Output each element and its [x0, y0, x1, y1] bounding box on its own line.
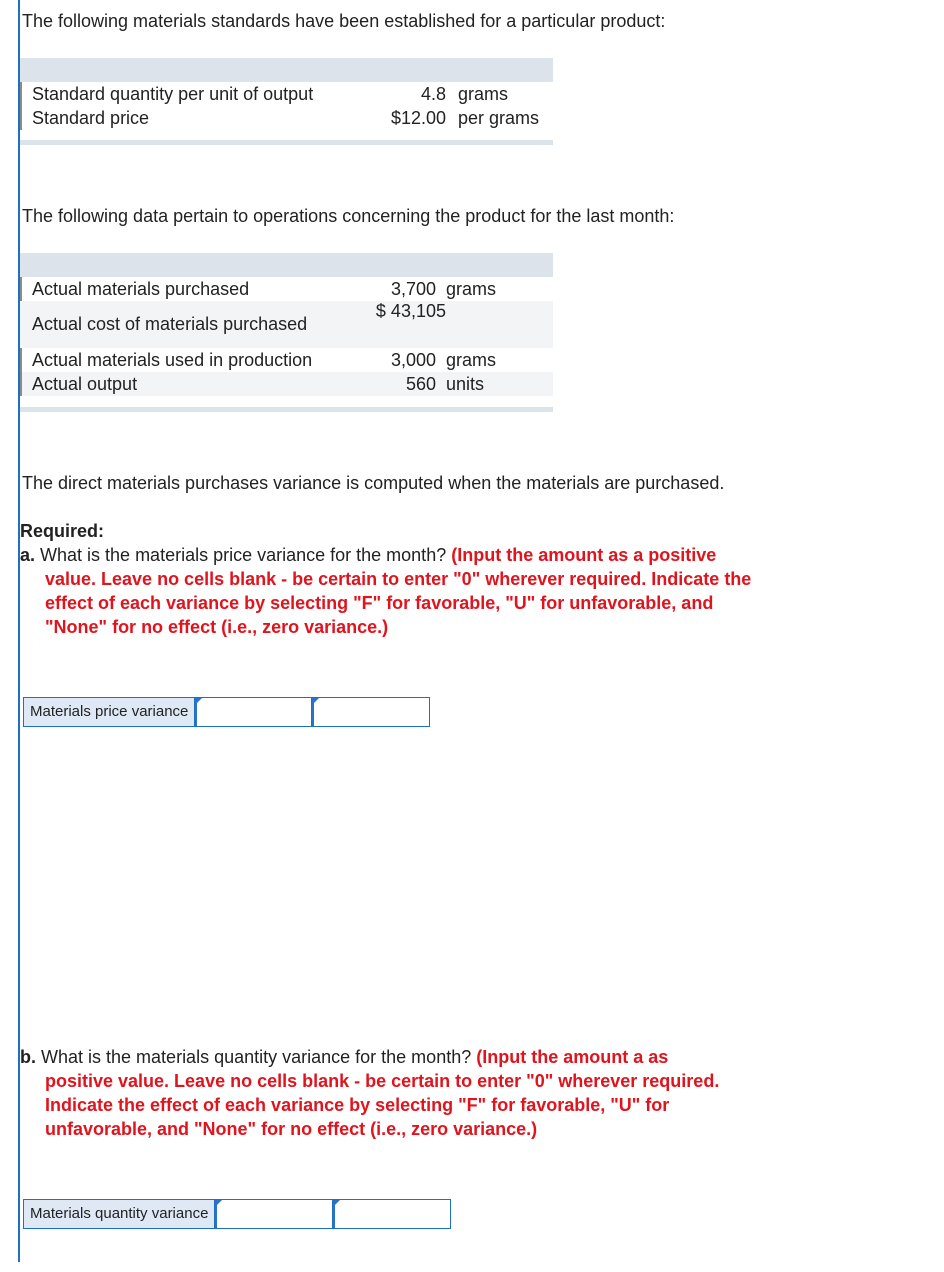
operations-row-purchased [20, 277, 553, 301]
standard-quantity-unit: grams [458, 84, 509, 104]
price-variance-effect-cell [312, 698, 429, 726]
question-b-instruction-1: (Input the amount a as [476, 1047, 669, 1067]
standard-price-label: Standard price [32, 108, 150, 128]
question-a-instruction-3: effect of each variance by selecting "F" for favorable, "U" for unfavorable, and [45, 593, 714, 613]
quantity-variance-label: Materials quantity variance [24, 1200, 215, 1228]
intro-standards: The following materials standards have been established for a particular product: [22, 11, 666, 31]
standards-table-footer [20, 140, 553, 145]
actual-output-unit: units [446, 374, 485, 394]
standard-price-unit: per grams [458, 108, 540, 128]
standard-quantity-label: Standard quantity per unit of output [32, 84, 314, 104]
operations-row-used [20, 348, 553, 372]
operations-table-footer [20, 407, 553, 412]
actual-purchased-label: Actual materials purchased [32, 279, 250, 299]
answer-row-quantity-variance [23, 1199, 451, 1229]
question-b-text: What is the materials quantity variance for the month? [41, 1047, 472, 1067]
input-flag-icon [195, 698, 202, 705]
price-variance-label: Materials price variance [24, 698, 195, 726]
question-b-instruction-4: unfavorable, and "None" for no effect (i.e., zero variance.) [45, 1119, 538, 1139]
quantity-variance-effect-select[interactable] [333, 1200, 450, 1228]
actual-used-value: 3,000 [390, 350, 436, 370]
quantity-variance-effect-cell [333, 1200, 450, 1228]
actual-cost-label: Actual cost of materials purchased [32, 314, 308, 334]
intro-operations: The following data pertain to operations concerning the product for the last month: [22, 206, 675, 226]
operations-row-cost [20, 301, 553, 348]
price-variance-amount-cell [195, 698, 312, 726]
actual-cost-value: $ 43,105 [375, 301, 446, 321]
question-b-instruction-3: Indicate the effect of each variance by selecting "F" for favorable, "U" for [45, 1095, 670, 1115]
actual-output-label: Actual output [32, 374, 138, 394]
quantity-variance-amount-cell [215, 1200, 333, 1228]
question-b-letter: b. [20, 1047, 36, 1067]
actual-purchased-unit: grams [446, 279, 497, 299]
standards-table [20, 82, 553, 130]
intro-purchases-variance: The direct materials purchases variance is computed when the materials are purchased. [22, 473, 725, 493]
standard-price-value: $12.00 [390, 108, 446, 128]
operations-row-output [20, 372, 553, 396]
question-a-instruction-2: value. Leave no cells blank - be certain to enter "0" wherever required. Indicate the [45, 569, 752, 589]
actual-used-unit: grams [446, 350, 497, 370]
question-b-instruction-2: positive value. Leave no cells blank - be certain to enter "0" wherever required. [45, 1071, 720, 1091]
input-flag-icon [215, 1200, 222, 1207]
question-b [20, 1045, 846, 1141]
input-flag-icon [333, 1200, 340, 1207]
standard-quantity-value: 4.8 [420, 84, 446, 104]
actual-purchased-value: 3,700 [390, 279, 436, 299]
question-a-text: What is the materials price variance for the month? [40, 545, 447, 565]
question-a-letter: a. [20, 545, 36, 565]
question-a [20, 543, 846, 639]
price-variance-effect-select[interactable] [312, 698, 429, 726]
question-a-instruction-4: "None" for no effect (i.e., zero variance.) [45, 617, 389, 637]
answer-row-price-variance [23, 697, 430, 727]
quantity-variance-amount-input[interactable] [215, 1200, 332, 1228]
price-variance-amount-input[interactable] [195, 698, 311, 726]
actual-used-label: Actual materials used in production [32, 350, 313, 370]
standards-table-header [20, 58, 553, 82]
question-a-instruction-1: (Input the amount as a positive [451, 545, 717, 565]
actual-output-value: 560 [405, 374, 436, 394]
required-heading: Required: [20, 521, 105, 541]
operations-table-header [20, 253, 553, 277]
input-flag-icon [312, 698, 319, 705]
